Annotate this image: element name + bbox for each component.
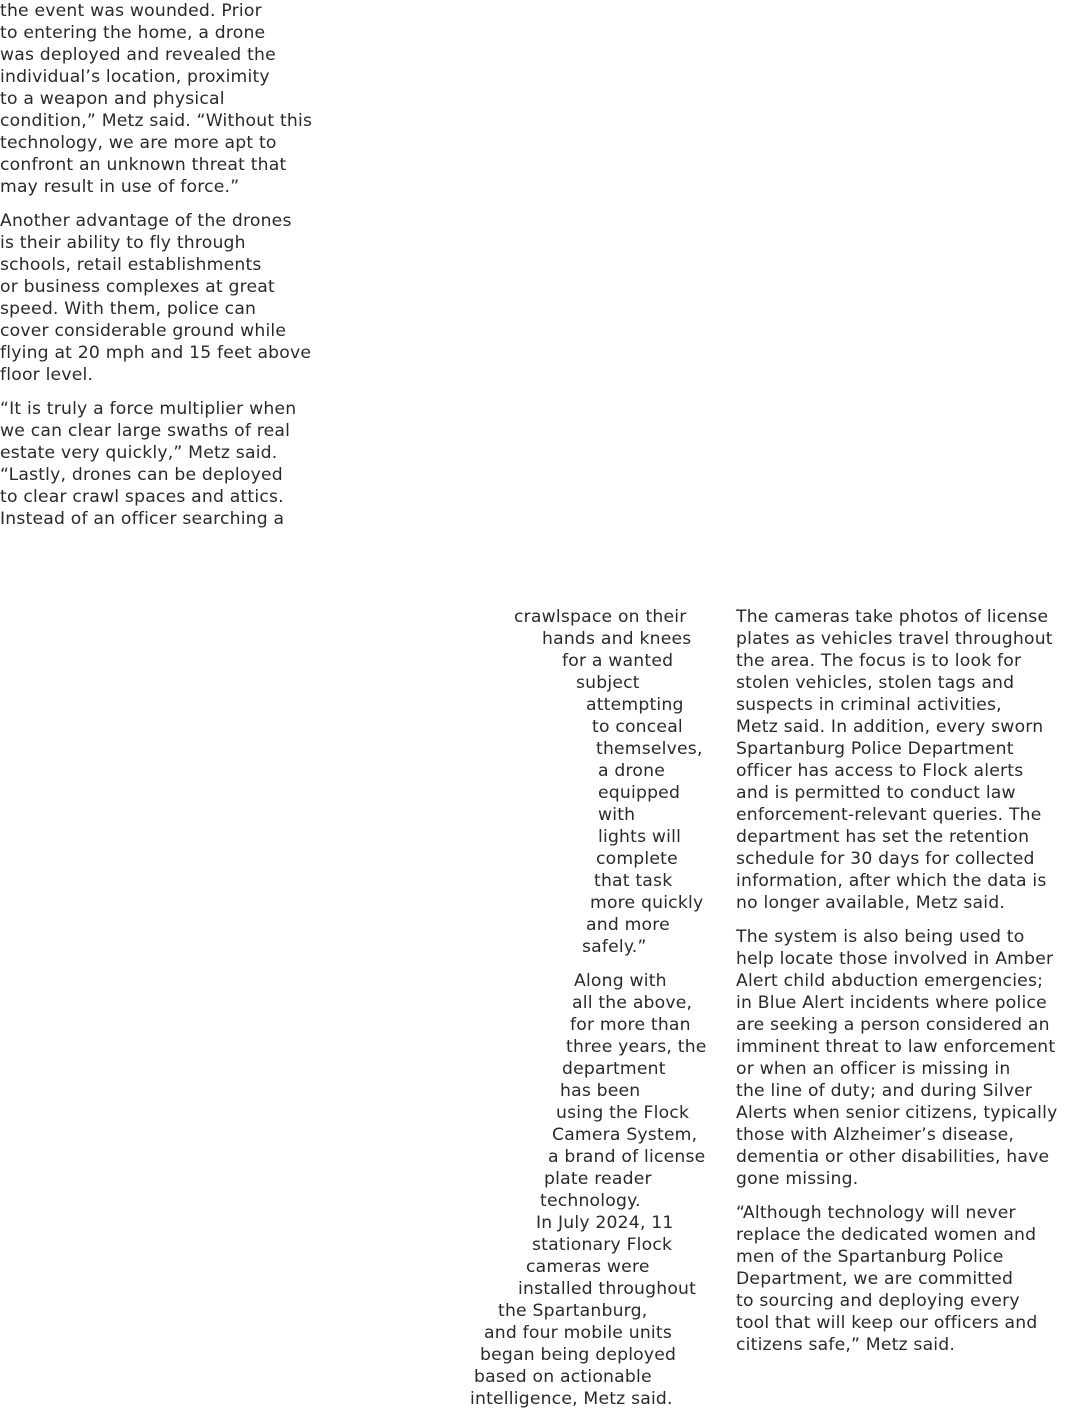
text-line: “Although technology will never — [736, 1203, 1016, 1223]
text-line: using the Flock — [556, 1103, 690, 1123]
text-line: “It is truly a force multiplier when — [0, 399, 297, 419]
text-line: a brand of license — [548, 1147, 706, 1167]
text-line: gone missing. — [736, 1169, 859, 1189]
text-line: officer has access to Flock alerts — [736, 761, 1024, 781]
text-line: individual’s location, proximity — [0, 67, 270, 87]
text-line: to conceal — [592, 717, 683, 737]
text-line: began being deployed — [480, 1345, 677, 1365]
text-line: with — [598, 805, 636, 825]
text-line: and four mobile units — [484, 1323, 673, 1343]
paragraph-drone-deployment — [0, 0, 312, 198]
text-line: Alert child abduction emergencies; — [736, 971, 1044, 991]
text-line: the Spartanburg, — [498, 1301, 648, 1321]
text-line: The system is also being used to — [736, 927, 1025, 947]
text-line: Along with — [574, 971, 667, 991]
text-line: safely.” — [582, 937, 647, 957]
text-line: themselves, — [596, 739, 703, 759]
text-line: a drone — [598, 761, 665, 781]
text-line: department — [562, 1059, 666, 1079]
text-line: Metz said. In addition, every sworn — [736, 717, 1044, 737]
text-line: to entering the home, a drone — [0, 23, 266, 43]
text-line: to a weapon and physical — [0, 89, 225, 109]
text-line: and more — [586, 915, 670, 935]
text-line: technology. — [540, 1191, 641, 1211]
text-line: enforcement-relevant queries. The — [736, 805, 1042, 825]
text-line: flying at 20 mph and 15 feet above — [0, 343, 312, 363]
text-line: the line of duty; and during Silver — [736, 1081, 1033, 1101]
text-line: replace the dedicated women and — [736, 1225, 1037, 1245]
text-line: those with Alzheimer’s disease, — [736, 1125, 1015, 1145]
text-line: department has set the retention — [736, 827, 1030, 847]
text-line: equipped — [598, 783, 681, 803]
text-line: technology, we are more apt to — [0, 133, 277, 153]
text-line: hands and knees — [542, 629, 692, 649]
text-line: to sourcing and deploying every — [736, 1291, 1020, 1311]
text-line: floor level. — [0, 365, 94, 385]
text-line: condition,” Metz said. “Without this — [0, 111, 313, 131]
text-line: Another advantage of the drones — [0, 211, 292, 231]
text-line: subject — [576, 673, 640, 693]
text-line: are seeking a person considered an — [736, 1015, 1050, 1035]
text-line: Spartanburg Police Department — [736, 739, 1014, 759]
text-line: to clear crawl spaces and attics. — [0, 487, 284, 507]
paragraph-drone-advantage — [0, 210, 311, 386]
text-line: dementia or other disabilities, have — [736, 1147, 1050, 1167]
text-line: information, after which the data is — [736, 871, 1047, 891]
text-line: has been — [560, 1081, 641, 1101]
text-line: or business complexes at great — [0, 277, 275, 297]
middle-wrapped-text-column — [460, 606, 730, 1409]
text-line: schedule for 30 days for collected — [736, 849, 1035, 869]
paragraph-flock-cameras — [736, 606, 1053, 914]
text-line: for a wanted — [562, 651, 674, 671]
text-line: suspects in criminal activities, — [736, 695, 1002, 715]
text-line: imminent threat to law enforcement — [736, 1037, 1056, 1057]
text-line: lights will — [598, 827, 682, 847]
text-line: tool that will keep our officers and — [736, 1313, 1038, 1333]
text-line: attempting — [586, 695, 684, 715]
text-line: Camera System, — [552, 1125, 698, 1145]
text-line: plate reader — [544, 1169, 652, 1189]
text-line: Alerts when senior citizens, typically — [736, 1103, 1058, 1123]
text-line: citizens safe,” Metz said. — [736, 1335, 956, 1355]
text-line: estate very quickly,” Metz said. — [0, 443, 278, 463]
text-line: all the above, — [572, 993, 693, 1013]
text-line: stolen vehicles, stolen tags and — [736, 673, 1015, 693]
text-line: and is permitted to conduct law — [736, 783, 1016, 803]
text-line: cameras were — [526, 1257, 650, 1277]
text-line: was deployed and revealed the — [0, 45, 276, 65]
text-line: crawlspace on their — [514, 607, 687, 627]
text-line: “Lastly, drones can be deployed — [0, 465, 283, 485]
text-line: we can clear large swaths of real — [0, 421, 291, 441]
text-line: may result in use of force.” — [0, 177, 240, 197]
text-line: more quickly — [590, 893, 704, 913]
text-line: for more than — [570, 1015, 691, 1035]
text-line: or when an officer is missing in — [736, 1059, 1011, 1079]
text-line: Department, we are committed — [736, 1269, 1014, 1289]
text-line: intelligence, Metz said. — [470, 1389, 673, 1409]
text-line: that task — [594, 871, 673, 891]
text-line: complete — [596, 849, 678, 869]
text-line: schools, retail establishments — [0, 255, 262, 275]
text-line: help locate those involved in Amber — [736, 949, 1054, 969]
text-line: the event was wounded. Prior — [0, 1, 262, 21]
text-line: in Blue Alert incidents where police — [736, 993, 1047, 1013]
text-line: Instead of an officer searching a — [0, 509, 285, 529]
text-line: plates as vehicles travel throughout — [736, 629, 1053, 649]
text-line: The cameras take photos of license — [736, 607, 1049, 627]
paragraph-force-multiplier — [0, 398, 296, 530]
text-line: speed. With them, police can — [0, 299, 257, 319]
text-line: the area. The focus is to look for — [736, 651, 1022, 671]
text-line: installed throughout — [518, 1279, 697, 1299]
text-line: In July 2024, 11 — [536, 1213, 674, 1233]
text-line: cover considerable ground while — [0, 321, 287, 341]
text-line: confront an unknown threat that — [0, 155, 287, 175]
paragraph-alert-systems — [736, 926, 1057, 1190]
text-line: no longer available, Metz said. — [736, 893, 1006, 913]
text-line: three years, the — [566, 1037, 707, 1057]
text-line: men of the Spartanburg Police — [736, 1247, 1004, 1267]
paragraph-closing-quote — [736, 1202, 1037, 1356]
text-line: stationary Flock — [532, 1235, 673, 1255]
text-line: based on actionable — [474, 1367, 652, 1387]
text-line: is their ability to fly through — [0, 233, 246, 253]
